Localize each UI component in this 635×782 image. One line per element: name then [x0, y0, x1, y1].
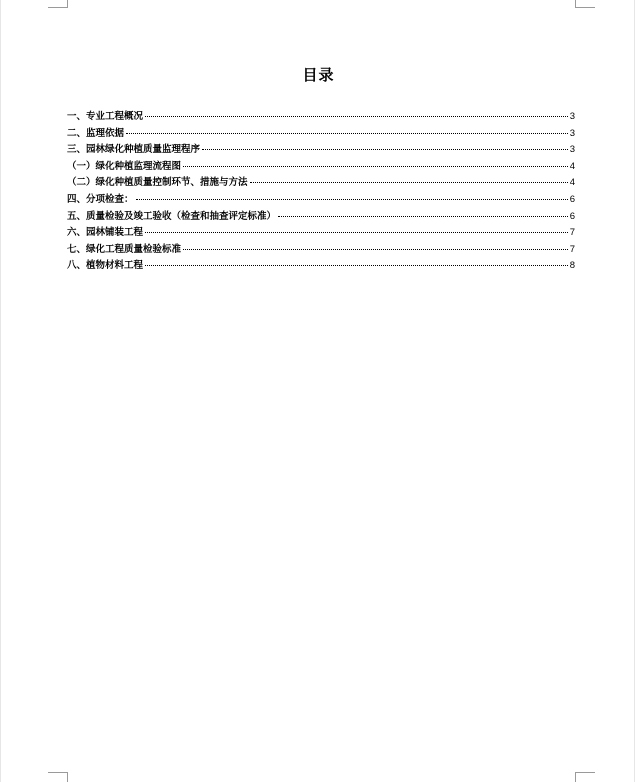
- crop-mark-bottom-right: [575, 772, 595, 782]
- toc-entry-page[interactable]: 4: [569, 160, 575, 172]
- toc-dot-leader: [126, 133, 568, 134]
- toc-entry-text[interactable]: 三、园林绿化种植质量监理程序: [67, 144, 201, 156]
- toc-dot-leader: [250, 182, 568, 183]
- toc-dot-leader: [145, 232, 568, 233]
- toc-entry[interactable]: [67, 174, 575, 191]
- toc-entry[interactable]: [67, 158, 575, 175]
- toc-entry-text[interactable]: 一、专业工程概况: [67, 111, 144, 122]
- toc-entry[interactable]: [67, 224, 575, 241]
- toc-dot-leader: [278, 216, 568, 217]
- toc-entry-page[interactable]: 7: [569, 227, 575, 239]
- crop-mark-top-left: [48, 0, 68, 8]
- toc-entry-text[interactable]: 八、植物材料工程: [67, 260, 144, 272]
- toc-entry-text[interactable]: 二、监理依据: [67, 127, 125, 139]
- toc-entry[interactable]: [67, 141, 575, 158]
- toc-entry[interactable]: [67, 108, 575, 125]
- toc-dot-leader: [183, 249, 568, 250]
- toc-entry-page[interactable]: 7: [569, 243, 575, 255]
- toc-entry-text[interactable]: （一）绿化种植监理流程图: [67, 160, 182, 172]
- toc-entry[interactable]: [67, 257, 575, 274]
- toc-entry-page[interactable]: 8: [569, 260, 575, 272]
- toc-entry-text[interactable]: （二）绿化种植质量控制环节、措施与方法: [67, 177, 248, 189]
- toc-entry-text[interactable]: 七、绿化工程质量检验标准: [67, 243, 182, 255]
- toc-entry[interactable]: [67, 191, 575, 208]
- toc-entry-page[interactable]: 3: [569, 127, 575, 139]
- toc-dot-leader: [202, 149, 568, 150]
- toc-entry-page[interactable]: 3: [569, 111, 575, 122]
- toc-entry-page[interactable]: 3: [569, 144, 575, 156]
- toc-entry[interactable]: [67, 208, 575, 225]
- toc-entry[interactable]: [67, 241, 575, 258]
- crop-mark-top-right: [575, 0, 595, 8]
- toc-title: 目录: [302, 66, 335, 84]
- toc-entry-page[interactable]: 6: [569, 210, 575, 222]
- toc-entry-text[interactable]: 四、分项检查：: [67, 193, 134, 205]
- toc-entry-text[interactable]: 五、质量检验及竣工验收（检查和抽查评定标准）: [67, 210, 277, 222]
- toc-entry[interactable]: [67, 125, 575, 142]
- toc-dot-leader: [136, 199, 568, 200]
- toc-entry-text[interactable]: 六、园林铺装工程: [67, 227, 144, 239]
- crop-mark-bottom-left: [48, 772, 68, 782]
- toc-dot-leader: [145, 116, 568, 117]
- toc-dot-leader: [183, 166, 568, 167]
- toc-entry-page[interactable]: 6: [569, 193, 575, 205]
- toc-list: [67, 108, 575, 274]
- toc-entry-page[interactable]: 4: [569, 177, 575, 189]
- toc-dot-leader: [145, 265, 568, 266]
